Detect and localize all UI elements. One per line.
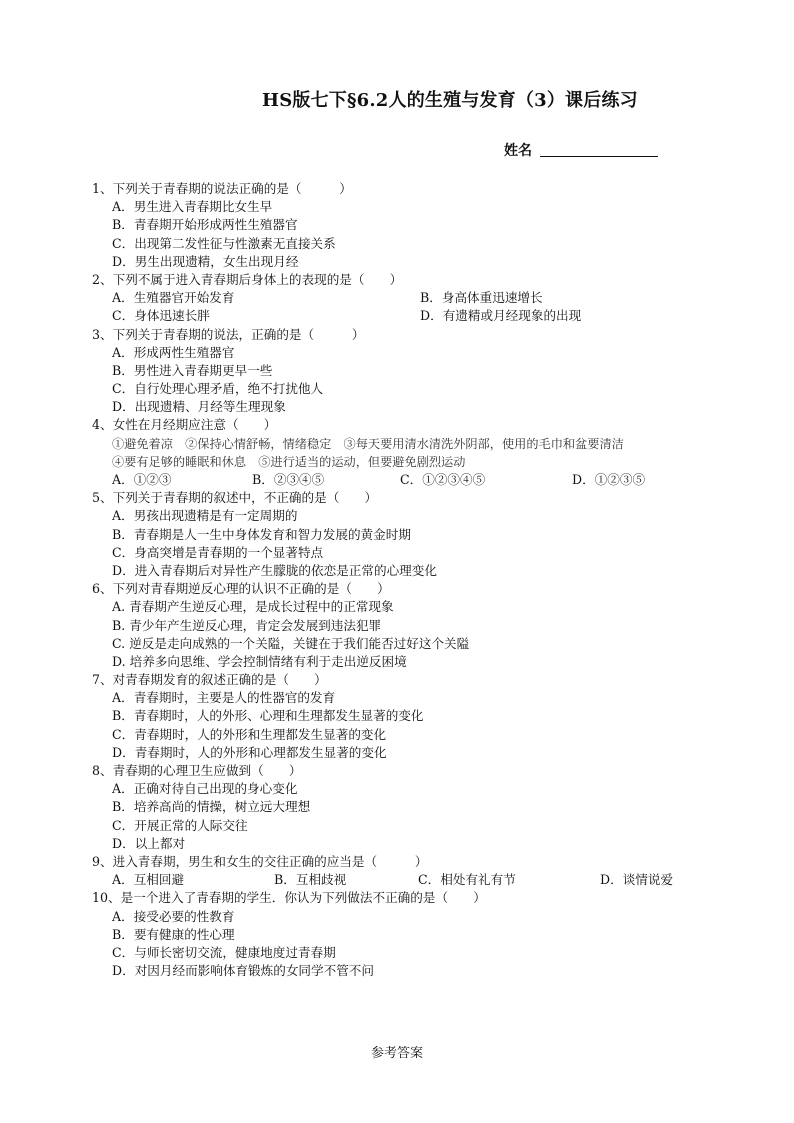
- question-7: [92, 671, 732, 762]
- option-a: A．男孩出现遗精是有一定周期的: [112, 508, 298, 524]
- option-b: B．要有健康的性心理: [112, 926, 235, 942]
- question-stem: 10、是一个进入了青春期的学生．你认为下列做法不正确的是（ ）: [92, 890, 486, 906]
- option-a: A．青春期时，主要是人的性器官的发育: [112, 690, 336, 706]
- option-d: D．有遗精或月经现象的出现: [420, 308, 582, 324]
- option-d: D．男生出现遗精，女生出现月经: [112, 253, 299, 269]
- option-b: B．青春期时，人的外形、心理和生理都发生显著的变化: [112, 708, 424, 724]
- name-label: 姓名: [504, 143, 532, 159]
- question-stem: 7、对青春期发育的叙述正确的是（ ）: [92, 672, 327, 688]
- page-title: HS版七下§6.2人的生殖与发育（3）课后练习: [262, 90, 638, 111]
- option-d: D．出现遗精、月经等生理现象: [112, 399, 286, 415]
- option-b: B．青春期是人一生中身体发育和智力发展的黄金时期: [112, 526, 411, 542]
- question-stem: 6、下列对青春期逆反心理的认识不正确的是（ ）: [92, 581, 390, 597]
- option-a: A．①②③: [112, 472, 172, 487]
- option-c: C. 逆反是走向成熟的一个关隘，关键在于我们能否过好这个关隘: [112, 635, 470, 651]
- option-c: C．①②③④⑤: [400, 472, 486, 487]
- option-b: B. 青少年产生逆反心理，肯定会发展到违法犯罪: [112, 617, 382, 633]
- name-blank-line[interactable]: [540, 142, 658, 157]
- option-b: B．培养高尚的情操，树立远大理想: [112, 799, 311, 815]
- option-c: C．与师长密切交流，健康地度过青春期: [112, 944, 336, 960]
- question-stem: 9、进入青春期，男生和女生的交往正确的应当是（ ）: [92, 853, 428, 869]
- statement-list: ①避免着凉 ②保持心情舒畅，情绪稳定 ③每天要用清水清洗外阴部，使用的毛巾和盆要清洁: [112, 436, 624, 451]
- option-c: C．身高突增是青春期的一个显著特点: [112, 544, 324, 560]
- option-a: A．正确对待自己出现的身心变化: [112, 781, 298, 797]
- option-b: B．②③④⑤: [252, 472, 325, 487]
- question-stem: 1、下列关于青春期的说法正确的是（ ）: [92, 181, 352, 196]
- option-a: A．生殖器官开始发育: [112, 290, 235, 306]
- option-c: C．开展正常的人际交往: [112, 817, 248, 833]
- question-list: [92, 180, 732, 980]
- question-3: [92, 326, 732, 417]
- question-5: [92, 489, 732, 580]
- question-8: [92, 762, 732, 853]
- question-4: [92, 416, 732, 489]
- question-9: [92, 853, 732, 889]
- option-row: [92, 307, 732, 325]
- option-d: D．进入青春期后对异性产生朦胧的依恋是正常的心理变化: [112, 562, 437, 578]
- question-1: [92, 180, 732, 271]
- name-field: [504, 140, 658, 160]
- option-a: A．男生进入青春期比女生早: [112, 199, 273, 215]
- answer-key-heading: 参考答案: [370, 1046, 423, 1061]
- option-row: [92, 871, 732, 889]
- question-stem: 4、女性在月经期应注意（ ）: [92, 417, 277, 433]
- option-b: B．互相歧视: [274, 872, 347, 888]
- option-c: C．相处有礼有节: [418, 872, 516, 888]
- option-d: D．谈情说爱: [600, 872, 674, 888]
- option-a: A．互相回避: [112, 872, 185, 888]
- question-stem: 5、下列关于青春期的叙述中，不正确的是（ ）: [92, 490, 378, 506]
- option-row: [92, 289, 732, 307]
- option-d: D．对因月经而影响体育锻炼的女同学不管不问: [112, 963, 374, 979]
- question-6: [92, 580, 732, 671]
- option-b: B．青春期开始形成两性生殖器官: [112, 217, 298, 233]
- option-d: D．以上都对: [112, 835, 186, 851]
- option-c: C．自行处理心理矛盾，绝不打扰他人: [112, 381, 324, 397]
- option-b: B．身高体重迅速增长: [420, 290, 543, 306]
- question-10: [92, 889, 732, 980]
- question-stem: 2、下列不属于进入青春期后身体上的表现的是（ ）: [92, 271, 403, 287]
- question-stem: 3、下列关于青春期的说法，正确的是（ ）: [92, 326, 365, 342]
- option-c: C．出现第二发性征与性激素无直接关系: [112, 235, 336, 251]
- option-d: D. 培养多向思维、学会控制情绪有利于走出逆反困境: [112, 653, 407, 669]
- option-d: D．青春期时，人的外形和心理都发生显著的变化: [112, 744, 387, 760]
- option-d: D．①②③⑤: [572, 472, 646, 487]
- option-a: A. 青春期产生逆反心理，是成长过程中的正常现象: [112, 599, 394, 615]
- option-a: A．形成两性生殖器官: [112, 344, 235, 360]
- option-a: A．接受必要的性教育: [112, 908, 235, 924]
- question-2: [92, 271, 732, 326]
- option-b: B．男性进入青春期更早一些: [112, 362, 273, 378]
- option-c: C．青春期时，人的外形和生理都发生显著的变化: [112, 726, 387, 742]
- question-stem: 8、青春期的心理卫生应做到（ ）: [92, 763, 302, 778]
- option-row: [92, 471, 732, 489]
- option-c: C．身体迅速长胖: [112, 308, 210, 324]
- statement-list: ④要有足够的睡眠和休息 ⑤进行适当的运动，但要避免剧烈运动: [112, 454, 466, 469]
